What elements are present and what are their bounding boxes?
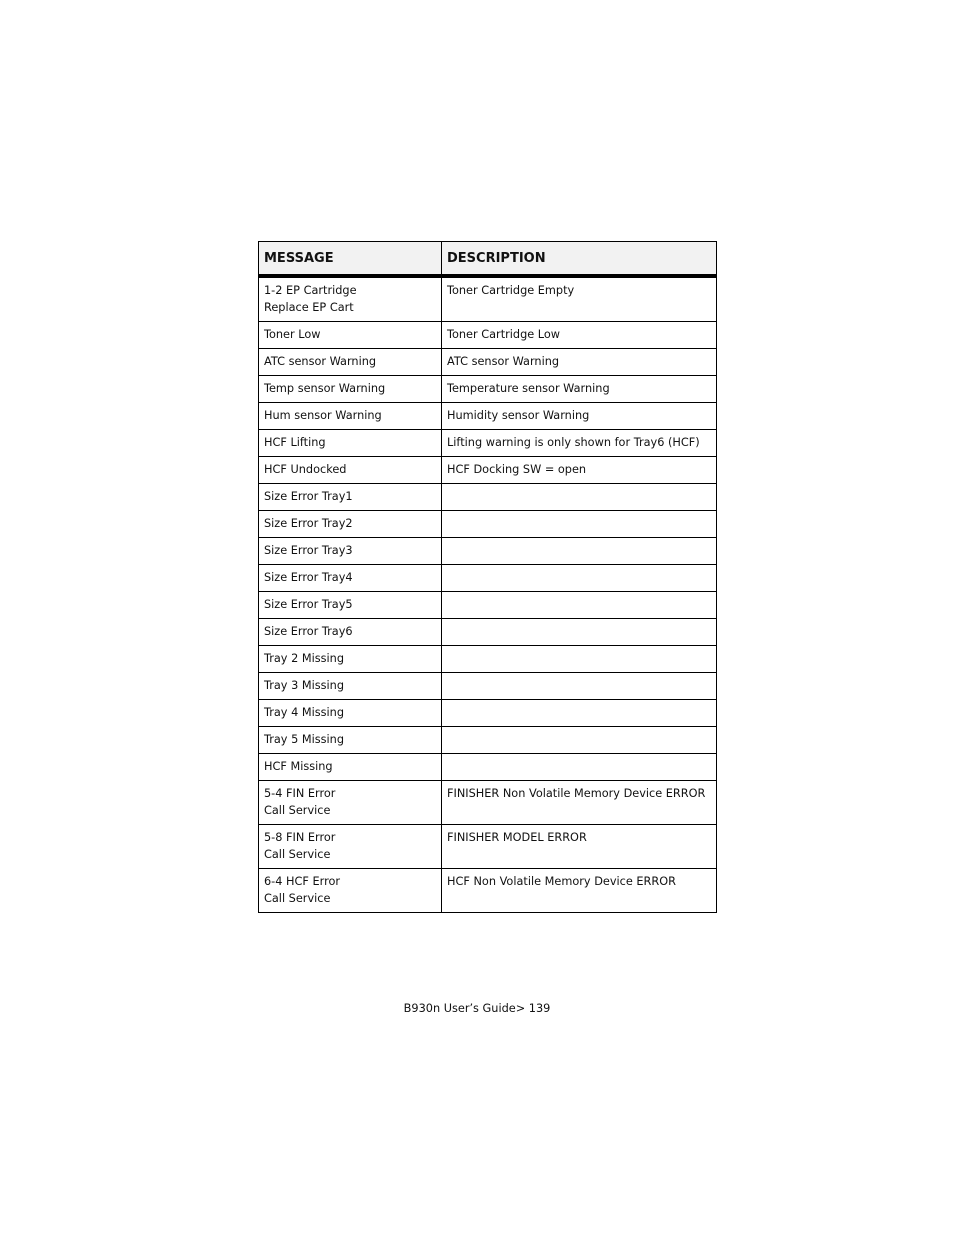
table-row [259, 565, 717, 592]
table-row [259, 349, 717, 376]
message-cell [259, 781, 442, 825]
table-body [259, 276, 717, 913]
table-row [259, 700, 717, 727]
message-cell [259, 673, 442, 700]
description-cell [442, 673, 717, 700]
message-cell [259, 727, 442, 754]
message-line: 5-8 FIN Error [264, 831, 336, 844]
message-line: Tray 4 Missing [264, 706, 344, 719]
message-cell [259, 646, 442, 673]
table-row [259, 673, 717, 700]
message-cell [259, 754, 442, 781]
message-cell [259, 349, 442, 376]
description-cell: FINISHER Non Volatile Memory Device ERROR [442, 781, 717, 825]
table-row [259, 457, 717, 484]
message-cell [259, 430, 442, 457]
message-cell [259, 276, 442, 322]
table-row [259, 538, 717, 565]
message-line: Tray 2 Missing [264, 652, 344, 665]
table-row [259, 646, 717, 673]
message-cell [259, 484, 442, 511]
message-line: Call Service [264, 892, 331, 905]
table-row [259, 592, 717, 619]
description-cell: FINISHER MODEL ERROR [442, 825, 717, 869]
message-line: Size Error Tray1 [264, 490, 353, 503]
message-line: Toner Low [264, 328, 321, 341]
message-line: HCF Missing [264, 760, 333, 773]
message-line: HCF Undocked [264, 463, 347, 476]
message-line: HCF Lifting [264, 436, 326, 449]
table-row [259, 781, 717, 825]
message-cell [259, 619, 442, 646]
message-line: Call Service [264, 848, 331, 861]
message-line: Call Service [264, 804, 331, 817]
message-line: 6-4 HCF Error [264, 875, 341, 888]
description-cell [442, 565, 717, 592]
description-cell [442, 511, 717, 538]
message-line: Hum sensor Warning [264, 409, 382, 422]
description-cell [442, 484, 717, 511]
description-cell [442, 538, 717, 565]
table-row [259, 619, 717, 646]
message-line: Size Error Tray3 [264, 544, 353, 557]
message-line: Tray 5 Missing [264, 733, 344, 746]
message-line: Size Error Tray4 [264, 571, 353, 584]
description-cell: Humidity sensor Warning [442, 403, 717, 430]
description-cell: HCF Docking SW = open [442, 457, 717, 484]
description-cell [442, 646, 717, 673]
table-row [259, 825, 717, 869]
description-cell [442, 592, 717, 619]
message-cell [259, 403, 442, 430]
description-cell [442, 619, 717, 646]
table-row [259, 484, 717, 511]
description-cell [442, 727, 717, 754]
table-row [259, 430, 717, 457]
table-row [259, 322, 717, 349]
table-row [259, 511, 717, 538]
description-cell: HCF Non Volatile Memory Device ERROR [442, 869, 717, 913]
message-line: Size Error Tray5 [264, 598, 353, 611]
message-table-container [258, 241, 716, 913]
header-message: MESSAGE [259, 242, 442, 277]
table-row [259, 376, 717, 403]
message-line: Tray 3 Missing [264, 679, 344, 692]
message-line: 5-4 FIN Error [264, 787, 336, 800]
message-line: 1-2 EP Cartridge [264, 284, 357, 297]
message-line: Size Error Tray6 [264, 625, 353, 638]
table-row [259, 754, 717, 781]
message-cell [259, 825, 442, 869]
message-line: Temp sensor Warning [264, 382, 386, 395]
message-cell [259, 376, 442, 403]
message-cell [259, 565, 442, 592]
description-cell: Toner Cartridge Low [442, 322, 717, 349]
description-cell: Toner Cartridge Empty [442, 276, 717, 322]
message-line: Size Error Tray2 [264, 517, 353, 530]
description-cell: Temperature sensor Warning [442, 376, 717, 403]
description-cell [442, 700, 717, 727]
message-cell [259, 538, 442, 565]
message-cell [259, 511, 442, 538]
table-row [259, 727, 717, 754]
description-cell: ATC sensor Warning [442, 349, 717, 376]
table-header-row [259, 242, 717, 277]
message-cell [259, 700, 442, 727]
table-row [259, 869, 717, 913]
message-table [258, 241, 717, 913]
message-line: ATC sensor Warning [264, 355, 377, 368]
message-cell [259, 457, 442, 484]
table-row [259, 276, 717, 322]
header-description: DESCRIPTION [442, 242, 717, 277]
description-cell: Lifting warning is only shown for Tray6 (HCF) [442, 430, 717, 457]
page-footer: B930n User’s Guide> 139 [403, 1002, 551, 1015]
description-cell [442, 754, 717, 781]
message-cell [259, 322, 442, 349]
table-row [259, 403, 717, 430]
message-cell [259, 869, 442, 913]
message-cell [259, 592, 442, 619]
message-line: Replace EP Cart [264, 301, 354, 314]
